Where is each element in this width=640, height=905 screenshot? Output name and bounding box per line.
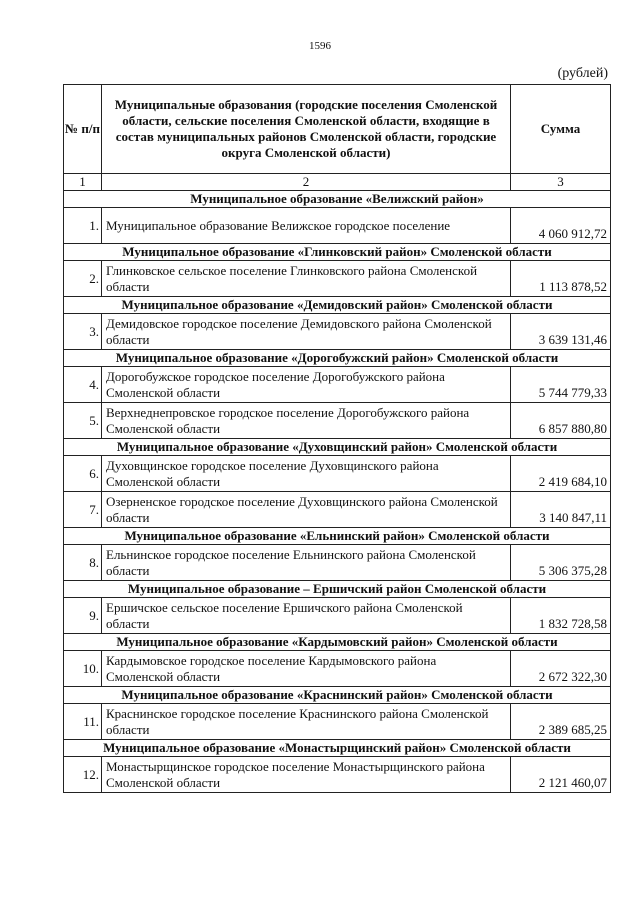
table-row [64,651,611,687]
section-title: Муниципальное образование «Духовщинский район» Смоленской области [64,439,611,456]
row-sum: 5 306 375,28 [511,545,611,581]
column-header-municipality: Муниципальные образования (городские поселения Смоленской области, сельские поселения Смоленской области, входящие в состав муниципальных районов Смоленской области, городские округа Смоленской области) [102,85,511,174]
column-header-number: № п/п [64,85,102,174]
currency-unit: (рублей) [557,66,608,81]
table-body [64,191,611,793]
row-number: 8. [64,545,102,581]
row-sum: 1 113 878,52 [511,261,611,297]
municipality-name: Озерненское городское поселение Духовщинского района Смоленской области [102,492,511,528]
row-sum: 2 672 322,30 [511,651,611,687]
row-number: 5. [64,403,102,439]
section-header-row [64,581,611,598]
table-row [64,456,611,492]
section-title: Муниципальное образование «Ельнинский район» Смоленской области [64,528,611,545]
row-number: 12. [64,757,102,793]
row-number: 9. [64,598,102,634]
section-title: Муниципальное образование «Велижский район» [64,191,611,208]
row-sum: 4 060 912,72 [511,208,611,244]
table-row [64,545,611,581]
municipality-name: Краснинское городское поселение Краснинского района Смоленской области [102,704,511,740]
section-header-row [64,687,611,704]
municipality-name: Монастырщинское городское поселение Монастырщинского района Смоленской области [102,757,511,793]
column-index-row [64,174,611,191]
row-number: 10. [64,651,102,687]
column-index: 2 [102,174,511,191]
row-number: 1. [64,208,102,244]
table-row [64,704,611,740]
municipality-name: Кардымовское городское поселение Кардымовского района Смоленской области [102,651,511,687]
row-number: 6. [64,456,102,492]
municipality-name: Демидовское городское поселение Демидовского района Смоленской области [102,314,511,350]
column-index: 1 [64,174,102,191]
municipality-name: Ельнинское городское поселение Ельнинского района Смоленской области [102,545,511,581]
row-sum: 2 121 460,07 [511,757,611,793]
section-header-row [64,740,611,757]
column-header-sum: Сумма [511,85,611,174]
municipality-name: Ершичское сельское поселение Ершичского района Смоленской области [102,598,511,634]
section-title: Муниципальное образование – Ершичский район Смоленской области [64,581,611,598]
table-row [64,208,611,244]
table-row [64,314,611,350]
row-number: 3. [64,314,102,350]
section-header-row [64,634,611,651]
table-row [64,261,611,297]
section-title: Муниципальное образование «Дорогобужский район» Смоленской области [64,350,611,367]
row-sum: 2 389 685,25 [511,704,611,740]
page-number: 1596 [309,40,331,52]
section-title: Муниципальное образование «Краснинский район» Смоленской области [64,687,611,704]
table-row [64,598,611,634]
row-sum: 6 857 880,80 [511,403,611,439]
row-number: 7. [64,492,102,528]
row-sum: 3 140 847,11 [511,492,611,528]
municipality-name: Глинковское сельское поселение Глинковского района Смоленской области [102,261,511,297]
budget-table [63,84,611,793]
section-title: Муниципальное образование «Монастырщинский район» Смоленской области [64,740,611,757]
row-sum: 3 639 131,46 [511,314,611,350]
section-header-row [64,244,611,261]
table-header-row [64,85,611,174]
section-header-row [64,350,611,367]
municipality-name: Дорогобужское городское поселение Дорогобужского района Смоленской области [102,367,511,403]
row-number: 4. [64,367,102,403]
row-number: 2. [64,261,102,297]
municipality-name: Муниципальное образование Велижское городское поселение [102,208,511,244]
table-row [64,757,611,793]
table-row [64,367,611,403]
section-header-row [64,439,611,456]
section-title: Муниципальное образование «Глинковский район» Смоленской области [64,244,611,261]
section-title: Муниципальное образование «Кардымовский район» Смоленской области [64,634,611,651]
row-sum: 5 744 779,33 [511,367,611,403]
table-row [64,492,611,528]
municipality-name: Верхнеднепровское городское поселение Дорогобужского района Смоленской области [102,403,511,439]
section-header-row [64,528,611,545]
municipality-name: Духовщинское городское поселение Духовщинского района Смоленской области [102,456,511,492]
section-header-row [64,297,611,314]
section-header-row [64,191,611,208]
table-row [64,403,611,439]
column-index: 3 [511,174,611,191]
section-title: Муниципальное образование «Демидовский район» Смоленской области [64,297,611,314]
row-sum: 1 832 728,58 [511,598,611,634]
row-sum: 2 419 684,10 [511,456,611,492]
row-number: 11. [64,704,102,740]
